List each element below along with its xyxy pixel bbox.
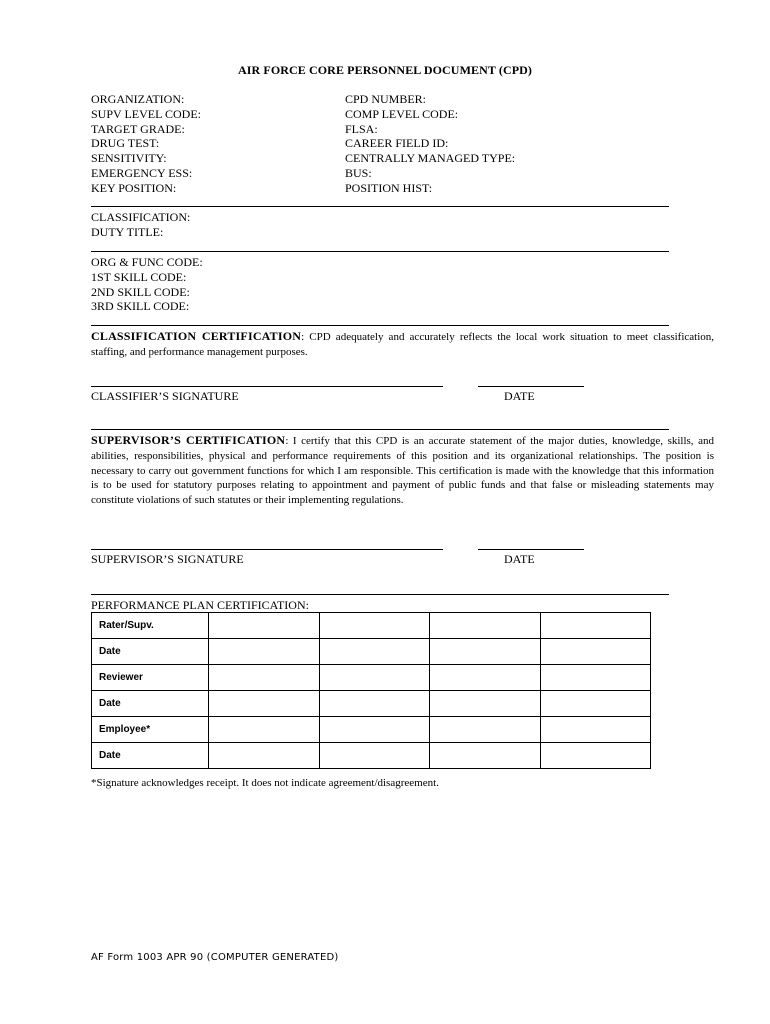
- signature-note: *Signature acknowledges receipt. It does not indicate agreement/disagreement.: [91, 777, 439, 789]
- supervisor-certification: [91, 433, 714, 508]
- divider-rule: [91, 594, 669, 595]
- table-row: [92, 691, 651, 717]
- row-label-employee: Employee*: [92, 717, 209, 743]
- date-cell[interactable]: [209, 743, 319, 769]
- left-field-column: [91, 92, 201, 196]
- performance-plan-table: [91, 612, 651, 769]
- signature-cell[interactable]: [430, 613, 540, 639]
- supervisor-certification-heading: SUPERVISOR’S CERTIFICATION: [91, 433, 286, 447]
- field-2nd-skill-code: 2ND SKILL CODE:: [91, 284, 190, 299]
- supervisor-date-label: DATE: [504, 552, 535, 566]
- date-cell[interactable]: [209, 639, 319, 665]
- date-cell[interactable]: [319, 743, 429, 769]
- supervisor-date-line[interactable]: [478, 549, 584, 550]
- classification-certification-heading: CLASSIFICATION CERTIFICATION: [91, 329, 302, 343]
- field-flsa: FLSA:: [345, 121, 378, 136]
- field-cpd-number: CPD NUMBER:: [345, 92, 427, 106]
- classifier-date-line[interactable]: [478, 386, 584, 387]
- date-cell[interactable]: [540, 691, 650, 717]
- row-label-date: Date: [92, 639, 209, 665]
- field-career-field-id: CAREER FIELD ID:: [345, 136, 449, 151]
- row-label-reviewer: Reviewer: [92, 665, 209, 691]
- signature-cell[interactable]: [209, 613, 319, 639]
- right-field-column: [345, 92, 515, 196]
- date-cell[interactable]: [430, 743, 540, 769]
- field-organization: ORGANIZATION:: [91, 92, 185, 106]
- field-key-position: KEY POSITION:: [91, 180, 177, 195]
- date-cell[interactable]: [319, 691, 429, 717]
- row-label-date: Date: [92, 743, 209, 769]
- divider-rule: [91, 325, 669, 326]
- field-duty-title: DUTY TITLE:: [91, 224, 164, 239]
- signature-cell[interactable]: [540, 717, 650, 743]
- document-title: AIR FORCE CORE PERSONNEL DOCUMENT (CPD): [237, 63, 533, 77]
- field-3rd-skill-code: 3RD SKILL CODE:: [91, 299, 190, 314]
- supervisor-certification-text: : I certify that this CPD is an accurate statement of the major duties, knowledge, skills, and abilities, responsibilities, physical and performance requirements of this position and its organizational relationships. The position is necessary to carry out government functions for which I am responsible. This certification is made with the knowledge that this information is to be used for statutory purposes relating to appointment and payment of public funds and that false or misleading statements may constitute violations of such statutes or their implementing regulations.: [91, 435, 714, 507]
- divider-rule: [91, 206, 669, 207]
- signature-cell[interactable]: [209, 717, 319, 743]
- field-classification: CLASSIFICATION:: [91, 210, 191, 224]
- field-org-func-code: ORG & FUNC CODE:: [91, 255, 203, 269]
- field-sensitivity: SENSITIVITY:: [91, 151, 167, 166]
- date-cell[interactable]: [430, 691, 540, 717]
- classification-certification: [91, 329, 714, 360]
- row-label-date: Date: [92, 691, 209, 717]
- signature-cell[interactable]: [319, 613, 429, 639]
- divider-rule: [91, 429, 669, 430]
- signature-cell[interactable]: [430, 717, 540, 743]
- performance-plan-heading: PERFORMANCE PLAN CERTIFICATION:: [91, 598, 309, 612]
- classifier-signature-label: CLASSIFIER’S SIGNATURE: [91, 389, 239, 403]
- field-position-hist: POSITION HIST:: [345, 180, 433, 195]
- date-cell[interactable]: [209, 691, 319, 717]
- table-row: [92, 613, 651, 639]
- classifier-date-label: DATE: [504, 389, 535, 403]
- signature-cell[interactable]: [319, 717, 429, 743]
- classification-certification-text: : CPD adequately and accurately reflects the local work situation to meet classification, staffing, and performance management purposes.: [91, 331, 714, 358]
- field-target-grade: TARGET GRADE:: [91, 121, 185, 136]
- supervisor-signature-label: SUPERVISOR’S SIGNATURE: [91, 552, 244, 566]
- signature-cell[interactable]: [209, 665, 319, 691]
- field-drug-test: DRUG TEST:: [91, 136, 160, 151]
- row-label-rater-supv: Rater/Supv.: [92, 613, 209, 639]
- signature-cell[interactable]: [430, 665, 540, 691]
- supervisor-signature-line[interactable]: [91, 549, 443, 550]
- signature-cell[interactable]: [540, 665, 650, 691]
- field-bus: BUS:: [345, 165, 372, 180]
- codes-block: [91, 255, 203, 314]
- table-row: [92, 743, 651, 769]
- table-row: [92, 639, 651, 665]
- date-cell[interactable]: [319, 639, 429, 665]
- divider-rule: [91, 251, 669, 252]
- classifier-signature-line[interactable]: [91, 386, 443, 387]
- field-centrally-managed-type: CENTRALLY MANAGED TYPE:: [345, 151, 516, 166]
- field-supv-level-code: SUPV LEVEL CODE:: [91, 106, 202, 121]
- table-row: [92, 717, 651, 743]
- date-cell[interactable]: [430, 639, 540, 665]
- signature-cell[interactable]: [540, 613, 650, 639]
- date-cell[interactable]: [540, 743, 650, 769]
- date-cell[interactable]: [540, 639, 650, 665]
- field-comp-level-code: COMP LEVEL CODE:: [345, 106, 459, 121]
- classification-block: [91, 210, 190, 240]
- signature-cell[interactable]: [319, 665, 429, 691]
- form-footer: AF Form 1003 APR 90 (COMPUTER GENERATED): [91, 952, 339, 963]
- field-1st-skill-code: 1ST SKILL CODE:: [91, 269, 187, 284]
- field-emergency-ess: EMERGENCY ESS:: [91, 165, 193, 180]
- table-row: [92, 665, 651, 691]
